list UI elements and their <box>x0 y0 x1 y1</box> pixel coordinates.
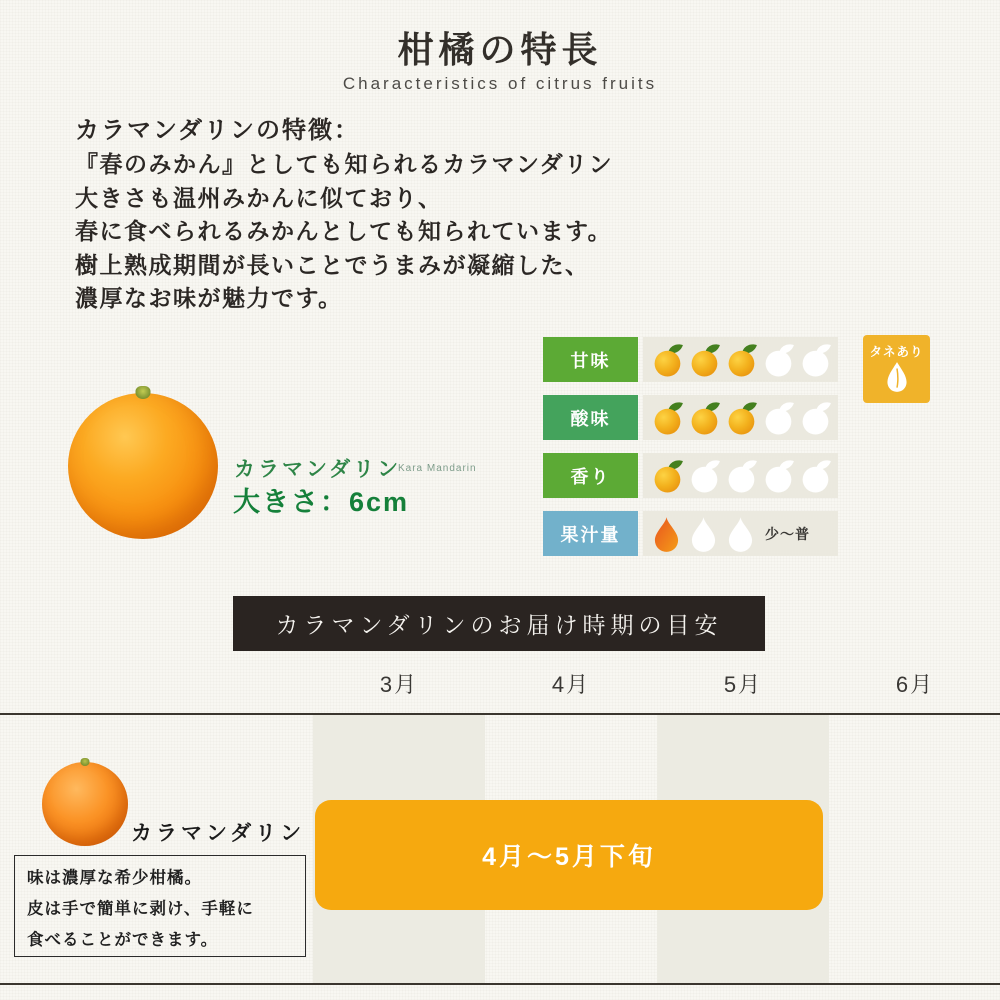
description-line: 大きさも温州みかんに似ており、 <box>75 184 443 211</box>
product-photo-orange <box>68 393 218 539</box>
orange-icon <box>726 400 763 435</box>
rating-row <box>543 337 843 382</box>
orange-icon <box>726 458 763 493</box>
orange-icon <box>689 400 726 435</box>
product-name: カラマンダリン <box>234 458 402 481</box>
product-size: 大きさ：6cm <box>233 487 410 517</box>
orange-icon <box>652 458 689 493</box>
rating-track <box>643 453 838 498</box>
rating-row <box>543 511 843 556</box>
product-note-lines <box>27 863 305 956</box>
droplet-icon <box>726 515 763 552</box>
orange-icon <box>763 342 800 377</box>
note-line: 食べることができます。 <box>27 931 219 949</box>
description-block <box>75 114 735 316</box>
orange-icon <box>763 458 800 493</box>
product-name-en: Kara Mandarin <box>398 463 477 474</box>
droplet-icon <box>689 515 726 552</box>
description-line: 樹上熟成期間が長いことでうまみが凝縮した、 <box>75 251 590 278</box>
seed-badge <box>863 335 930 403</box>
row-photo-orange <box>42 762 128 846</box>
rating-label: 甘味 <box>543 337 638 382</box>
month-label: 3月 <box>379 672 419 697</box>
note-line: 皮は手で簡単に剥け、手軽に <box>27 900 254 918</box>
month-label: 5月 <box>723 672 763 697</box>
orange-icon <box>689 458 726 493</box>
description-line: 春に食べられるみかんとしても知られています。 <box>75 218 613 244</box>
month-label: 6月 <box>895 672 935 697</box>
orange-icon <box>800 400 837 435</box>
droplet-icon <box>652 515 689 552</box>
orange-icon <box>800 458 837 493</box>
orange-stem-icon <box>136 386 151 399</box>
chart-top-rule <box>0 713 1000 715</box>
orange-icon <box>689 342 726 377</box>
description-heading: カラマンダリンの特徴： <box>75 117 361 144</box>
chart-row-label: カラマンダリン <box>131 822 306 845</box>
rating-label: 香り <box>543 453 638 498</box>
rating-label: 酸味 <box>543 395 638 440</box>
page-title: 柑橘の特長 <box>397 29 603 70</box>
description-line: 『春のみかん』としても知られるカラマンダリン <box>75 151 614 177</box>
rating-track <box>643 395 838 440</box>
page-subtitle: Characteristics of citrus fruits <box>342 74 658 93</box>
rating-track <box>643 337 838 382</box>
seed-badge-label: タネあり <box>869 345 924 359</box>
note-line: 味は濃厚な希少柑橘。 <box>27 869 202 887</box>
rating-row <box>543 453 843 498</box>
month-label: 4月 <box>551 672 591 697</box>
rating-track <box>643 511 838 556</box>
rating-label: 果汁量 <box>543 511 638 556</box>
delivery-period-bar: 4月〜5月下旬 <box>315 800 823 910</box>
rating-note: 少〜普 <box>765 525 810 542</box>
orange-icon <box>800 342 837 377</box>
seed-icon <box>884 360 910 394</box>
orange-icon <box>763 400 800 435</box>
product-note-box <box>14 855 306 957</box>
chart-bottom-rule <box>0 983 1000 985</box>
orange-stem-icon <box>81 758 90 766</box>
description-line: 濃厚なお味が魅力です。 <box>75 285 343 311</box>
delivery-banner: カラマンダリンのお届け時期の目安 <box>233 596 765 651</box>
orange-icon <box>652 400 689 435</box>
description-lines <box>75 148 735 316</box>
orange-icon <box>652 342 689 377</box>
orange-icon <box>726 342 763 377</box>
rating-row <box>543 395 843 440</box>
